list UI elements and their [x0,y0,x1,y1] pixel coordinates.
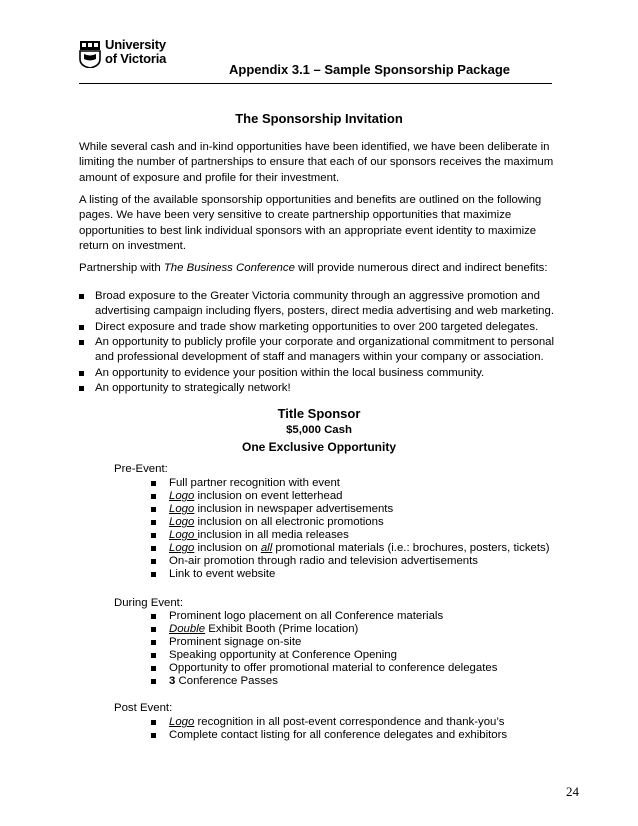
bullet-square-icon [79,325,84,330]
bullet-square-icon [151,627,156,632]
listing-paragraph: A listing of the available sponsorship opportunities and benefits are outlined on the following pages. We have been very sensitive to create partnership opportunities that maximize opportunities to best link individual sponsors with an appropriate event identity to maximize return on investment. [79,194,542,252]
bullet-square-icon [151,640,156,645]
partnership-suffix: will provide numerous direct and indirect benefits: [294,262,548,274]
during-event-item: Speaking opportunity at Conference Opening [151,649,397,663]
post-event-item: Logo recognition in all post-event correspondence and thank-you’s [151,716,504,730]
during-event-heading: During Event: [114,597,184,609]
bullet-square-icon [151,720,156,725]
bullet-square-icon [151,733,156,738]
bullet-square-icon [151,520,156,525]
during-event-item: Prominent signage on-site [151,636,301,650]
benefit-item: Broad exposure to the Greater Victoria community through an aggressive promotion and advertising campaign including flyers, posters, direct media advertising and web marketing. [79,289,559,320]
appendix-title: Appendix 3.1 – Sample Sponsorship Package [229,62,511,77]
bullet-square-icon [151,481,156,486]
during-event-item: 3 Conference Passes [151,675,278,689]
during-event-item: Opportunity to offer promotional material to conference delegates [151,662,497,676]
bullet-square-icon [151,666,156,671]
bullet-square-icon [79,294,84,299]
event-name: The Business Conference [163,262,295,274]
during-event-item: Double Exhibit Booth (Prime location) [151,623,358,637]
benefit-item: Direct exposure and trade show marketing opportunities to over 200 targeted delegates. [79,320,559,335]
pre-event-item: Logo inclusion in all media releases [151,529,349,543]
sponsor-title: Title Sponsor [277,406,361,421]
partnership-paragraph [79,261,559,276]
bullet-square-icon [151,494,156,499]
bullet-square-icon [151,507,156,512]
pre-event-item: Full partner recognition with event [151,477,340,491]
pre-event-item: Logo inclusion on event letterhead [151,490,343,504]
pre-event-item: Logo inclusion in newspaper advertisements [151,503,393,517]
university-crest-icon [79,40,101,68]
bullet-square-icon [151,533,156,538]
pre-event-heading: Pre-Event: [114,463,168,475]
bullet-square-icon [151,653,156,658]
header-divider [79,83,552,84]
document-title: The Sponsorship Invitation [235,111,403,126]
university-logo [79,38,179,76]
benefit-item: An opportunity to publicly profile your corporate and organizational commitment to personal and professional development of staff and managers within your company or association. [79,335,559,366]
bullet-square-icon [151,679,156,684]
pre-event-item: On-air promotion through radio and television advertisements [151,555,478,569]
bullet-square-icon [79,371,84,376]
post-event-item: Complete contact listing for all conference delegates and exhibitors [151,729,507,743]
logo-line-1: University [105,37,166,52]
bullet-square-icon [79,386,84,391]
intro-paragraph: While several cash and in-kind opportunities have been identified, we have been deliberate in limiting the number of partnerships to ensure that each of our sponsors receives the maximum amount of exposure and profile for their investment. [79,141,554,184]
pre-event-item: Logo inclusion on all promotional materials (i.e.: brochures, posters, tickets) [151,542,550,556]
partnership-prefix: Partnership with [79,262,164,274]
post-event-heading: Post Event: [114,702,173,714]
page-number: 24 [566,784,579,799]
logo-line-2: of Victoria [105,51,167,66]
bullet-square-icon [151,546,156,551]
during-event-item: Prominent logo placement on all Conference materials [151,610,443,624]
bullet-square-icon [151,559,156,564]
pre-event-item: Link to event website [151,568,275,582]
bullet-square-icon [151,572,156,577]
bullet-square-icon [79,340,84,345]
benefit-item: An opportunity to strategically network! [79,381,559,396]
pre-event-item: Logo inclusion on all electronic promotions [151,516,384,530]
bullet-square-icon [151,614,156,619]
sponsor-price: $5,000 Cash [286,424,352,436]
benefit-item: An opportunity to evidence your position within the local business community. [79,366,559,381]
sponsor-subtitle: One Exclusive Opportunity [241,440,397,454]
